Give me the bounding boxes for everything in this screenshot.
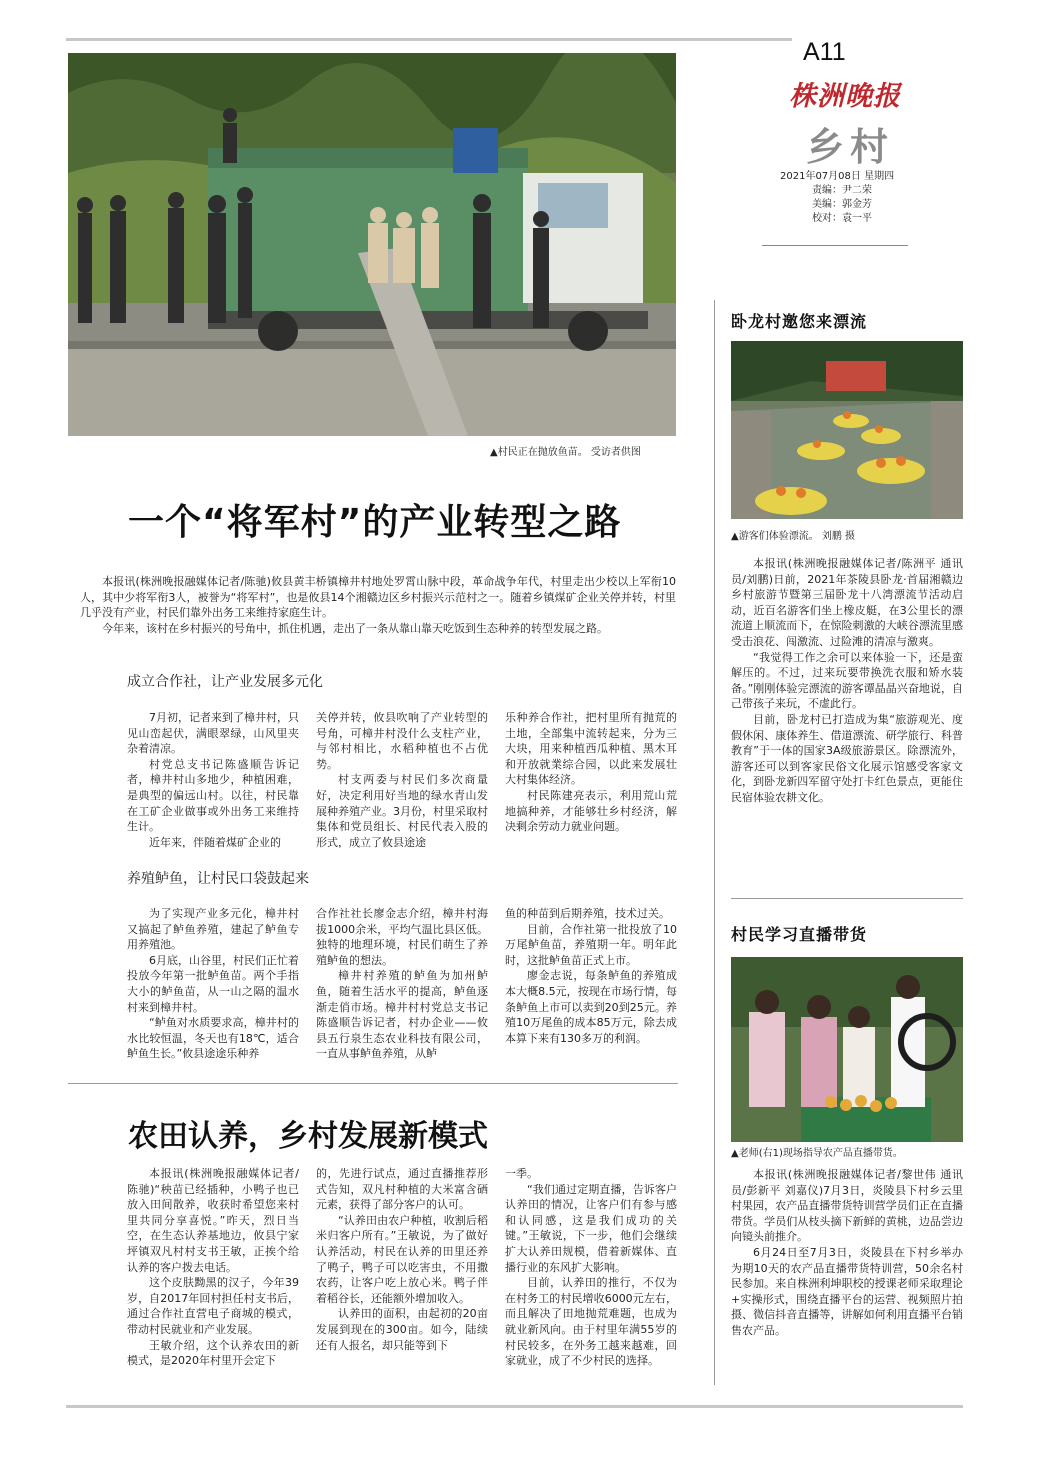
paragraph: 的，先进行试点，通过直播推荐形式告知，双凡村种植的大米富含硒元素，获得了部分客户的认可。 — [316, 1167, 488, 1212]
rafting-photo — [731, 341, 963, 519]
a2-col2 — [316, 1166, 488, 1388]
paragraph: “认养田由农户种植，收割后稻米归客户所有。”王敏说，为了做好认养活动，村民在认养的田里还养了鸭子，鸭子可以吃害虫，不用撒农药，让客户吃上放心米。鸭子伴着稻谷长，还能额外增加收入。 — [316, 1213, 488, 1305]
newspaper-logo: 株洲晚报 — [789, 81, 901, 112]
paragraph: 关停并转，攸县吹响了产业转型的号角，可樟井村没什么支柱产业，与邻村相比，水稻种植也不占优势。 — [316, 711, 488, 771]
paragraph: “我觉得工作之余可以来体验一下，还是蛮解压的。不过，过来玩要带换洗衣服和矫水装备。”刚刚体验完漂流的游客谭晶晶兴奋地说，自己带孩子来玩，不虚此行。 — [731, 650, 963, 711]
paragraph: 认养田的面积，由起初的20亩发展到现在的300亩。如今，陆续还有人报名，却只能等到下 — [316, 1307, 488, 1352]
paragraph: 合作社社长廖金志介绍，樟井村海拔1000余米，平均气温比县区低。独特的地理环境，村民们萌生了养殖鲈鱼的想法。 — [316, 907, 488, 967]
article1-subhead-2: 养殖鲈鱼，让村民口袋鼓起来 — [127, 871, 309, 887]
paragraph: 乐种养合作社，把村里所有抛荒的土地，全部集中流转起来，分为三大块，用来种植西瓜种植、黑木耳和开放就業综合园，以此来发展壮大村集体经济。 — [505, 711, 677, 787]
s1-col2 — [316, 710, 488, 848]
article2-headline: 农田认养，乡村发展新模式 — [128, 1119, 488, 1154]
bottom-rule — [66, 1405, 963, 1408]
paragraph: 本报讯(株洲晚报融媒体记者/陈洲平 通讯员/刘鹏)日前，2021年茶陵县卧龙·首届湘赣边乡村旅游节暨第三届卧龙十八湾漂流节活动启动，近百名游客们坐上橡皮艇，在3公里长的漂流道上顺流而下，在惊险刺激的大峡谷漂流里感受击浪花、闯激流、过险滩的清凉与激爽。 — [731, 557, 963, 648]
sidebar1-body — [731, 556, 963, 868]
s1-col3 — [505, 710, 677, 848]
paragraph: 本报讯(株洲晚报融媒体记者/黎世伟 通讯员/彭新平 刘嘉仪)7月3日，炎陵县下村乡云里村果园，农产品直播带货特训营学员们正在直播带货。学员们从枝头摘下新鲜的黄桃，边品尝边向镜头前推介。 — [731, 1168, 963, 1244]
fish-release-photo — [68, 53, 676, 436]
page-number: A11 — [803, 38, 846, 66]
livestream-photo — [731, 957, 963, 1142]
lead-paragraph: 今年来，该村在乡村振兴的号角中，抓住机遇，走出了一条从靠山靠天吃饭到生态种养的转型发展之路。 — [102, 621, 608, 635]
s2-col3 — [505, 906, 677, 1064]
main-photo-caption: ▲村民正在抛放鱼苗。 受访者供图 — [490, 447, 641, 458]
paragraph: 为了实现产业多元化，樟井村又搞起了鲈鱼养殖，建起了鲈鱼专用养殖池。 — [127, 907, 299, 952]
masthead-corner-mark — [762, 232, 908, 246]
paragraph: 近年来，伴随着煤矿企业的 — [149, 835, 281, 848]
paragraph: 6月24日至7月3日，炎陵县在下村乡举办为期10天的农产品直播带货特训营，50余名村民参加。来自株洲利坤职校的授课老师采取理论+实操形式，围绕直播平台的运营、视频照片拍摄、微信抖音直播等，讲解如何利用直播平台销售农产品。 — [731, 1245, 963, 1337]
sidebar-divider — [731, 898, 963, 899]
designer-credit: 美编：郭金芳 — [812, 199, 872, 210]
paragraph: 6月底，山谷里，村民们正忙着投放今年第一批鲈鱼苗。两个手指大小的鲈鱼苗，从一山之隔的温水村来到樟井村。 — [127, 953, 299, 1014]
paragraph: “我们通过定期直播，告诉客户认养田的情况，让客户们有参与感和认同感，这是我们成功的关键。”王敏说，下一步，他们会继续扩大认养田规模，借着新媒体、直播行业的东风扩大影响。 — [505, 1182, 677, 1274]
a2-col1 — [127, 1166, 299, 1388]
paragraph: 王敏介绍，这个认养农田的新模式，是2020年村里开会定下 — [127, 1338, 299, 1368]
paragraph: 目前，认养田的推行，不仅为在村务工的村民增收6000元左右，而且解决了田地抛荒难题，也成为就业新风向。由于村里年满55岁的村民较多，在外务工越来越难，回家就业，成了不少村民的选择。 — [505, 1276, 677, 1368]
paragraph: 村支两委与村民们多次商量好，决定利用好当地的绿水青山发展种养殖产业。3月份，村里采取村集体和党员组长、村民代表入股的形式，成立了攸县途途 — [316, 773, 488, 848]
issue-date: 2021年07月08日 星期四 — [780, 171, 895, 182]
article-divider — [68, 1083, 678, 1084]
article1-lead — [80, 574, 676, 640]
sidebar2-body — [731, 1167, 963, 1389]
paragraph: 7月初，记者来到了樟井村，只见山峦起伏，满眼翠绿，山风里夹杂着清凉。 — [127, 711, 299, 756]
article1-headline: 一个“将军村”的产业转型之路 — [128, 502, 622, 543]
section-title: 乡村 — [806, 125, 895, 169]
paragraph: 目前，合作社第一批投放了10万尾鲈鱼苗，养殖期一年。明年此时，这批鲈鱼苗正式上市。 — [505, 922, 677, 967]
paragraph: 本报讯(株洲晚报融媒体记者/陈驰)“秧苗已经插种，小鸭子也已放入田间散养，收获时希望您来村里共同分享喜悦。”昨天，烈日当空，在生态认养基地边，攸县宁家坪镇双凡村村支书王敏，正挨个给认养的客户拨去电话。 — [127, 1167, 299, 1274]
edition-info — [780, 170, 910, 226]
paragraph: 这个皮肤黝黑的汉子，今年39岁，自2017年回村担任村支书后，通过合作社直营电子商城的模式，带动村民就业和产业发展。 — [127, 1276, 299, 1336]
proofreader-credit: 校对：袁一平 — [812, 213, 872, 224]
paragraph: 村民陈建亮表示，利用荒山荒地搞种养，才能够壮乡村经济，解决剩余劳动力就业问题。 — [505, 788, 677, 834]
top-rule — [66, 38, 792, 41]
sidebar1-headline: 卧龙村邀您来漂流 — [731, 312, 868, 331]
livestream-caption: ▲老师(右1)现场指导农产品直播带货。 — [731, 1148, 903, 1159]
rafting-caption: ▲游客们体验漂流。 刘鹏 摄 — [731, 531, 856, 542]
paragraph: 目前，卧龙村已打造成为集“旅游观光、度假休闲、康体养生、借道漂流、研学旅行、科普教育”于一体的国家3A级旅游景区。除漂流外，游客还可以到客家民俗文化展示馆感受客家文化，到卧龙新四军留守处打卡红色景点，更能住民宿体验农耕文化。 — [731, 712, 963, 804]
article1-subhead-1: 成立合作社，让产业发展多元化 — [127, 674, 323, 690]
editor-credit: 责编：尹二荣 — [812, 185, 872, 196]
paragraph: 廖金志说，每条鲈鱼的养殖成本大概8.5元，按现在市场行情，每条鲈鱼上市可以卖到20到25元。养殖10万尾鱼的成本85万元，除去成本算下来有130多万的利润。 — [505, 969, 677, 1045]
paragraph: “鲈鱼对水质要求高，樟井村的水比较恒温，冬天也有18℃，适合鲈鱼生长。”攸县途途乐种养 — [127, 1016, 299, 1061]
column-divider — [714, 300, 715, 1385]
lead-paragraph: 本报讯(株洲晚报融媒体记者/陈驰)攸县黄丰桥镇樟井村地处罗霄山脉中段，革命战争年代，村里走出少校以上军衔10人，其中少将军衔3人，被誉为“将军村”，也是攸县14个湘赣边区乡村振兴示范村之一。随着乡镇煤矿企业关停并转，村里几乎没有产业，村民们靠外出务工来维持家庭生计。 — [80, 575, 676, 620]
paragraph: 樟井村养殖的鲈鱼为加州鲈鱼，随着生活水平的提高，鲈鱼逐渐走俏市场。樟井村村党总支书记陈盛顺告诉记者，村办企业——攸县五行泉生态农业科技有限公司，一直从事鲈鱼养殖，从鲈 — [316, 969, 488, 1061]
paragraph: 村党总支书记陈盛顺告诉记者，樟井村山多地少，种植困难，是典型的偏远山村。以往，村民靠在工矿企业做事或外出务工来维持生计。 — [127, 757, 299, 834]
s2-col2 — [316, 906, 488, 1064]
sidebar2-headline: 村民学习直播带货 — [731, 925, 868, 944]
paragraph: 鱼的种苗到后期养殖，技术过关。 — [505, 907, 670, 920]
s2-col1 — [127, 906, 299, 1064]
a2-col3 — [505, 1166, 677, 1388]
paragraph: 一季。 — [505, 1167, 538, 1180]
s1-col1 — [127, 710, 299, 848]
